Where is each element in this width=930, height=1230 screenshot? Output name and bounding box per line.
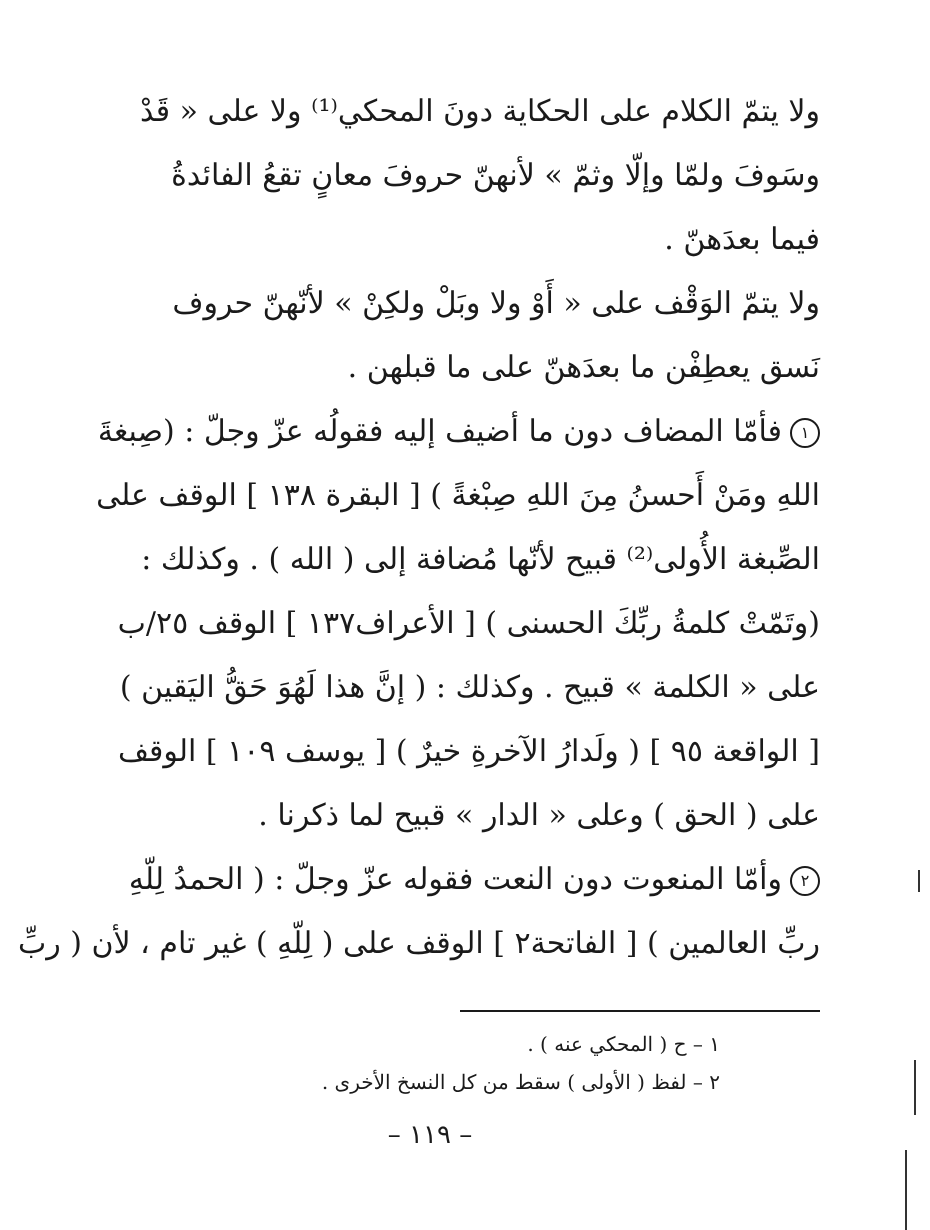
section-marker-1: ١ [790, 418, 820, 448]
text-line: (وتَمّتْ كلمةُ ربِّكَ الحسنى ) [ الأعراف١٣٧ ] الوقف ٢٥/ب [117, 606, 820, 641]
text-line-content: وأمّا المنعوت دون النعت فقوله عزّ وجلّ : ( الحمدُ لِلّهِ [128, 862, 782, 897]
text-line-content: فأمّا المضاف دون ما أضيف إليه فقولُه عزّ وجلّ : (صِبغةَ [97, 414, 782, 449]
text-line: [ الواقعة ٩٥ ] ( ولَدارُ الآخرةِ خيرٌ ) [ يوسف ١٠٩ ] الوقف [117, 734, 820, 769]
text-line: وسَوفَ ولمّا وإلّا وثمّ » لأنهنّ حروفَ معانٍ تقعُ الفائدةُ [171, 158, 820, 193]
text-line: على ( الحق ) وعلى « الدار » قبيح لما ذكرنا . [258, 798, 820, 833]
scan-mark [905, 1150, 907, 1230]
text-line: على « الكلمة » قبيح . وكذلك : ( إنَّ هذا لَهُوَ حَقُّ اليَقين ) [119, 670, 820, 705]
main-text [18, 80, 820, 976]
text-line: اللهِ ومَنْ أَحسنُ مِنَ اللهِ صِبْغةً ) [ البقرة ١٣٨ ] الوقف على [96, 478, 820, 513]
footnotes [200, 1025, 720, 1101]
page-number: – ١١٩ – [387, 1120, 473, 1150]
section-marker-2: ٢ [790, 866, 820, 896]
text-line: ولا يتمّ الكلام على الحكاية دونَ المحكي⁽¹⁾ ولا على « قَدْ [140, 94, 820, 129]
footnote-2: ٢ – لفظ ( الأولى ) سقط من كل النسخ الأخرى . [321, 1070, 720, 1094]
text-line: ربِّ العالمين ) [ الفاتحة٢ ] الوقف على ( لِلّهِ ) غير تام ، لأن ( ربِّ [18, 926, 820, 961]
footnote-1: ١ – ح ( المحكي عنه ) . [527, 1032, 720, 1056]
scan-mark [918, 870, 920, 892]
scan-mark [914, 1060, 916, 1115]
text-line [100, 848, 820, 912]
text-line [97, 400, 820, 464]
text-line: الصِّبغة الأُولى⁽²⁾ قبيح لأنّها مُضافة إلى ( الله ) . وكذلك : [141, 542, 820, 577]
text-line: فيما بعدَهنّ . [664, 222, 820, 257]
text-line: ولا يتمّ الوَقْف على « أَوْ ولا وبَلْ ولكِنْ » لأنّهنّ حروف [172, 286, 820, 321]
footnote-divider [460, 1010, 820, 1012]
text-line: نَسق يعطِفْن ما بعدَهنّ على ما قبلهن . [347, 350, 820, 385]
